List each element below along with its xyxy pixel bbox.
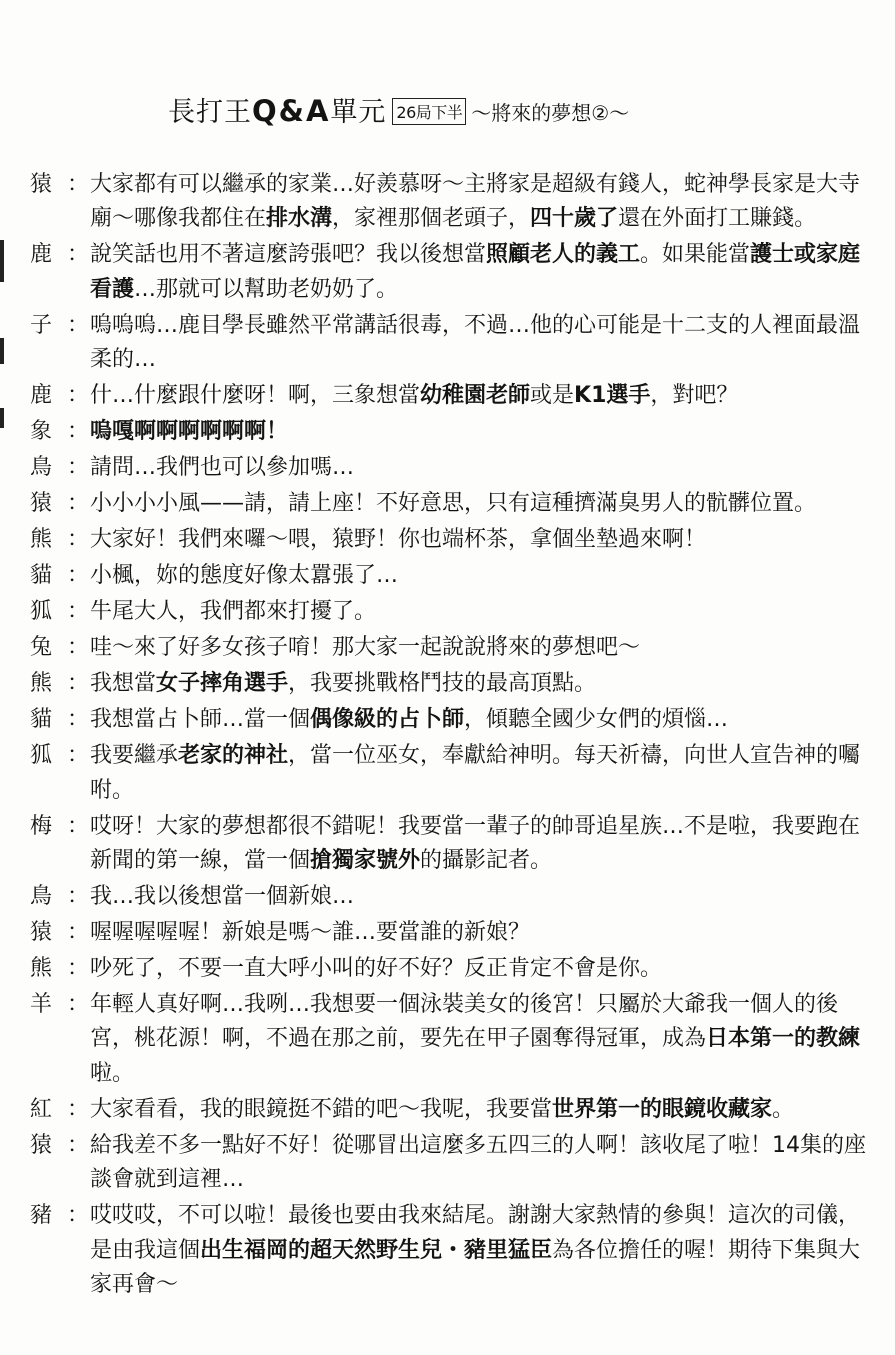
dialogue-text xyxy=(90,810,878,879)
emphasis-text: 搶獨家號外 xyxy=(310,848,421,874)
text-segment: 我…我以後想當一個新娘… xyxy=(90,884,355,910)
text-segment: 哇～來了好多女孩子唷！那大家一起說說將來的夢想吧～ xyxy=(90,635,641,661)
text-segment: 給我差不多一點好不好！從哪冒出這麼多五四三的人啊！該收尾了啦！14集的座談會就到這裡… xyxy=(90,1132,866,1193)
text-segment: 嗚嗚嗚…鹿目學長雖然平常講話很毒，不過…他的心可能是十二支的人裡面最溫柔的… xyxy=(90,312,861,373)
dialogue-list xyxy=(30,168,878,1304)
speaker-name: 猿 xyxy=(30,1132,53,1158)
text-segment: 我要繼承 xyxy=(90,743,179,769)
speaker-name: 鹿 xyxy=(30,383,53,409)
dialogue-line xyxy=(30,703,878,737)
speaker-name: 貓 xyxy=(30,563,53,589)
dialogue-text xyxy=(90,988,878,1091)
speaker-name: 梅 xyxy=(30,813,53,839)
dialogue-text xyxy=(90,916,878,950)
speaker-colon: ： xyxy=(66,1096,89,1122)
speaker-colon: ： xyxy=(66,671,89,697)
dialogue-line xyxy=(30,523,878,557)
title-badge: 26局下半 xyxy=(392,98,466,125)
text-segment: 小楓，妳的態度好像太囂張了… xyxy=(90,563,399,589)
dialogue-line xyxy=(30,1093,878,1127)
text-segment: 說笑話也用不著這麼誇張吧？我以後想當 xyxy=(90,242,487,268)
dialogue-line xyxy=(30,415,878,449)
speaker-colon: ： xyxy=(66,312,89,338)
emphasis-text: 老家的神社 xyxy=(178,743,289,769)
page-edge-marks xyxy=(0,240,8,440)
speaker-colon: ： xyxy=(66,599,89,625)
emphasis-text: 幼稚園老師 xyxy=(420,383,531,409)
speaker-colon: ： xyxy=(66,743,89,769)
text-segment: ，當一位巫女，奉獻給神明。每天祈禱，向世人宣告神的囑咐。 xyxy=(90,743,861,803)
speaker-name: 兔 xyxy=(30,635,53,661)
dialogue-line xyxy=(30,595,878,629)
dialogue-text xyxy=(90,238,878,307)
speaker-name: 猿 xyxy=(30,491,53,517)
text-segment: 牛尾大人，我們都來打擾了。 xyxy=(90,599,377,625)
dialogue-text xyxy=(90,667,878,701)
dialogue-line xyxy=(30,309,878,378)
title-suffix: 單元 xyxy=(330,97,387,128)
text-segment: 為各位擔任的喔！期待下集與大家再會～ xyxy=(90,1237,861,1298)
speaker-name: 熊 xyxy=(30,956,53,982)
text-segment: 哎呀！大家的夢想都很不錯呢！我要當一輩子的帥哥追星族…不是啦，我要跑在新聞的第一線，當一個 xyxy=(90,813,861,874)
dialogue-text xyxy=(90,739,878,808)
speaker-colon: ： xyxy=(66,635,89,661)
dialogue-text xyxy=(90,952,878,986)
speaker-name: 鳥 xyxy=(30,455,53,481)
speaker-name: 猿 xyxy=(30,920,53,946)
speaker-colon: ： xyxy=(66,884,89,910)
text-segment: 或是 xyxy=(530,383,575,409)
speaker-name: 熊 xyxy=(30,527,53,553)
text-segment: 啦。 xyxy=(90,1060,135,1086)
speaker-colon: ： xyxy=(66,242,89,268)
text-segment: ，傾聽全國少女們的煩惱… xyxy=(464,707,729,733)
speaker-name: 熊 xyxy=(30,671,53,697)
text-segment: 。如果能當 xyxy=(640,242,751,268)
text-segment: 請問…我們也可以參加嗎… xyxy=(90,455,355,481)
emphasis-text: 四十歲了 xyxy=(530,206,619,232)
speaker-colon: ： xyxy=(66,956,89,982)
text-segment: 。 xyxy=(772,1096,795,1122)
speaker-colon: ： xyxy=(66,813,89,839)
dialogue-line xyxy=(30,988,878,1091)
speaker-colon: ： xyxy=(66,172,89,197)
speaker-colon: ： xyxy=(66,455,89,481)
dialogue-text xyxy=(90,703,878,737)
speaker-name: 豬 xyxy=(30,1203,53,1229)
speaker-name: 鹿 xyxy=(30,242,53,268)
speaker-name: 子 xyxy=(30,312,53,338)
emphasis-text: 偶像級的占卜師 xyxy=(310,707,465,733)
text-segment: 小小小小風——請，請上座！不好意思，只有這種擠滿臭男人的骯髒位置。 xyxy=(90,491,817,517)
speaker-name: 狐 xyxy=(30,599,53,625)
emphasis-text: K1選手 xyxy=(574,383,651,409)
dialogue-text xyxy=(90,595,878,629)
text-segment: 大家好！我們來囉～喂，猿野！你也端杯茶，拿個坐墊過來啊！ xyxy=(90,527,707,553)
dialogue-text xyxy=(90,1129,878,1198)
speaker-name: 象 xyxy=(30,419,53,445)
text-segment: 我想當 xyxy=(90,671,157,697)
emphasis-text: 照顧老人的義工 xyxy=(486,242,641,268)
dialogue-text xyxy=(90,1199,878,1302)
text-segment: ，家裡那個老頭子， xyxy=(332,206,531,232)
title-subtitle: ～將來的夢想②～ xyxy=(471,101,630,125)
speaker-name: 猿 xyxy=(30,172,53,197)
emphasis-text: 日本第一的教練 xyxy=(706,1026,861,1052)
dialogue-line xyxy=(30,667,878,701)
text-segment: 大家都有可以繼承的家業…好羨慕呀～主將家是超級有錢人，蛇神學長家是大寺廟～哪像我都住在 xyxy=(90,172,861,232)
text-segment: 的攝影記者。 xyxy=(420,848,553,874)
dialogue-text xyxy=(90,379,878,413)
dialogue-text xyxy=(90,631,878,665)
text-segment: 我想當占卜師…當一個 xyxy=(90,707,311,733)
dialogue-text xyxy=(90,880,878,914)
emphasis-text: 護士或家庭看護 xyxy=(90,242,861,302)
speaker-colon: ： xyxy=(66,1203,89,1229)
text-segment: 喔喔喔喔喔！新娘是嗎～誰…要當誰的新娘？ xyxy=(90,920,531,946)
dialogue-line xyxy=(30,1129,878,1198)
title-prefix: 長打王 xyxy=(168,97,252,128)
text-segment: …那就可以幫助老奶奶了。 xyxy=(134,276,399,302)
speaker-colon: ： xyxy=(66,419,89,445)
text-segment: ，對吧？ xyxy=(650,383,739,409)
text-segment: 還在外面打工賺錢。 xyxy=(618,206,817,232)
dialogue-line xyxy=(30,451,878,485)
speaker-colon: ： xyxy=(66,491,89,517)
page-title xyxy=(168,90,895,129)
emphasis-text: 嗚嘎啊啊啊啊啊啊！ xyxy=(90,419,289,445)
speaker-name: 鳥 xyxy=(30,884,53,910)
dialogue-line xyxy=(30,487,878,521)
emphasis-text: 世界第一的眼鏡收藏家 xyxy=(552,1096,773,1122)
dialogue-text xyxy=(90,415,878,449)
text-segment: 吵死了，不要一直大呼小叫的好不好？反正肯定不會是你。 xyxy=(90,956,663,982)
dialogue-line xyxy=(30,238,878,307)
emphasis-text: 女子摔角選手 xyxy=(156,671,289,697)
speaker-name: 狐 xyxy=(30,743,53,769)
dialogue-line xyxy=(30,952,878,986)
text-segment: 大家看看，我的眼鏡挺不錯的吧～我呢，我要當 xyxy=(90,1096,553,1122)
dialogue-line xyxy=(30,739,878,808)
dialogue-text xyxy=(90,1093,878,1127)
text-segment: ，我要挑戰格鬥技的最高頂點。 xyxy=(288,671,597,697)
dialogue-text xyxy=(90,487,878,521)
text-segment: 什…什麼跟什麼呀！啊，三象想當 xyxy=(90,383,421,409)
speaker-colon: ： xyxy=(66,920,89,946)
text-segment: 哎哎哎，不可以啦！最後也要由我來結尾。謝謝大家熱情的參與！這次的司儀，是由我這個 xyxy=(90,1203,861,1263)
dialogue-line xyxy=(30,631,878,665)
title-qa: Q&A xyxy=(252,94,331,128)
dialogue-line xyxy=(30,916,878,950)
text-segment: 年輕人真好啊…我咧…我想要一個泳裝美女的後宮！只屬於大爺我一個人的後宮，桃花源！啊，不過在那之前，要先在甲子園奪得冠軍，成為 xyxy=(90,992,839,1052)
dialogue-line xyxy=(30,379,878,413)
speaker-name: 羊 xyxy=(30,992,53,1018)
dialogue-line xyxy=(30,810,878,879)
emphasis-text: 出生福岡的超天然野生兒・豬里猛臣 xyxy=(200,1237,553,1263)
dialogue-line xyxy=(30,559,878,593)
dialogue-text xyxy=(90,523,878,557)
dialogue-text xyxy=(90,168,878,237)
speaker-name: 貓 xyxy=(30,707,53,733)
dialogue-text xyxy=(90,309,878,378)
speaker-colon: ： xyxy=(66,563,89,589)
speaker-name: 紅 xyxy=(30,1096,53,1122)
speaker-colon: ： xyxy=(66,383,89,409)
dialogue-text xyxy=(90,451,878,485)
dialogue-line xyxy=(30,168,878,237)
speaker-colon: ： xyxy=(66,527,89,553)
title-main xyxy=(168,90,386,129)
dialogue-text xyxy=(90,559,878,593)
dialogue-line xyxy=(30,880,878,914)
emphasis-text: 排水溝 xyxy=(266,206,333,232)
dialogue-line xyxy=(30,1199,878,1302)
speaker-colon: ： xyxy=(66,1132,89,1158)
speaker-colon: ： xyxy=(66,992,89,1018)
speaker-colon: ： xyxy=(66,707,89,733)
